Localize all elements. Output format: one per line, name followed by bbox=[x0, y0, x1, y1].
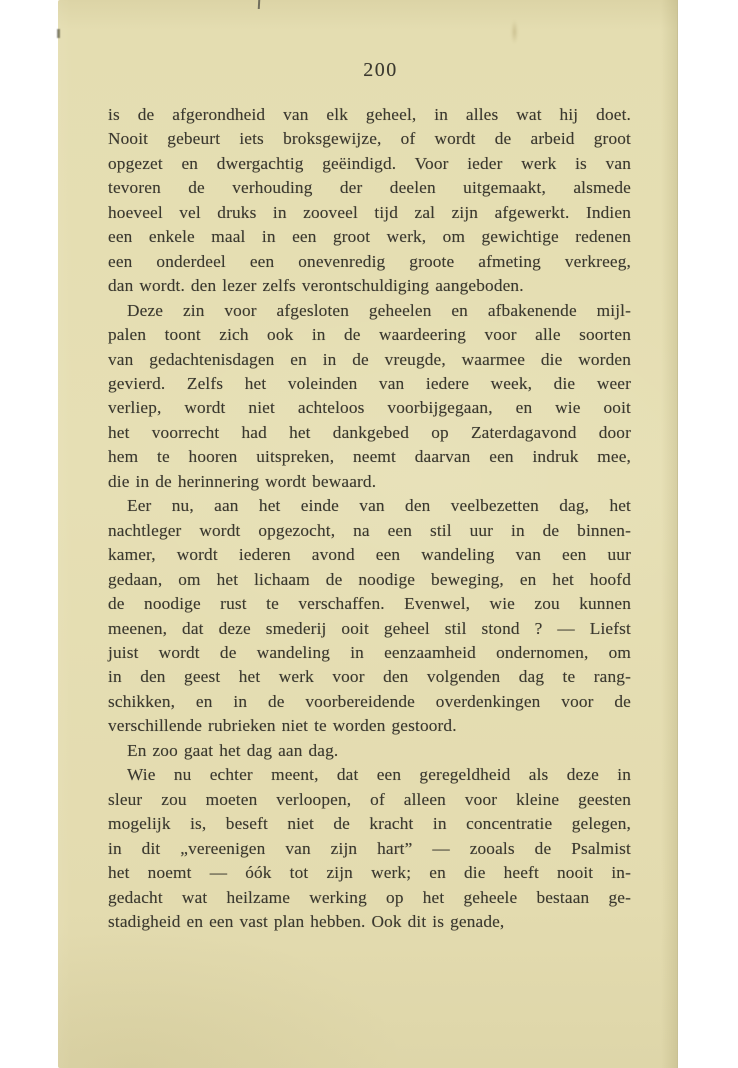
text-line: een enkele maal in een groot werk, om gewichtige redenen bbox=[108, 227, 631, 247]
body-text bbox=[108, 103, 631, 934]
text-line: het noemt — óók tot zijn werk; en die heeft nooit in- bbox=[108, 863, 631, 883]
text-line: verliep, wordt niet achteloos voorbijgegaan, en wie ooit bbox=[108, 398, 631, 418]
text-line: Wie nu echter meent, dat een geregeldheid als deze in bbox=[127, 765, 631, 785]
text-line: tevoren de verhouding der deelen uitgemaakt, alsmede bbox=[108, 178, 631, 198]
text-line: van gedachtenisdagen en in de vreugde, waarmee die worden bbox=[108, 349, 631, 369]
text-line: de noodige rust te verschaffen. Evenwel, wie zou kunnen bbox=[108, 594, 631, 614]
text-line: Eer nu, aan het einde van den veelbezetten dag, het bbox=[127, 496, 631, 516]
text-line: is de afgerondheid van elk geheel, in alles wat hij doet. bbox=[108, 105, 631, 124]
text-line: het voorrecht had het dankgebed op Zaterdagavond door bbox=[108, 422, 631, 442]
text-line: gedacht wat heilzame werking op het geheele bestaan ge- bbox=[108, 887, 631, 907]
scan-artifact-smudge bbox=[511, 20, 518, 44]
text-line: palen toont zich ook in de waardeering voor alle soorten bbox=[108, 325, 631, 345]
text-line: mogelijk is, beseft niet de kracht in concentratie gelegen, bbox=[108, 814, 631, 834]
text-line: kamer, wordt iederen avond een wandeling van een uur bbox=[108, 545, 631, 565]
text-line: die in de herinnering wordt bewaard. bbox=[108, 471, 377, 491]
text-line: gevierd. Zelfs het voleinden van iedere week, die weer bbox=[108, 373, 631, 393]
text-line: dan wordt. den lezer zelfs verontschuldiging aangeboden. bbox=[108, 276, 524, 296]
text-line: gedaan, om het lichaam de noodige beweging, en het hoofd bbox=[108, 569, 631, 589]
text-line: hoeveel vel druks in zooveel tijd zal zijn afgewerkt. Indien bbox=[108, 202, 631, 222]
text-line: schikken, en in de voorbereidende overdenkingen voor de bbox=[108, 691, 631, 711]
text-line: hem te hooren uitspreken, neemt daarvan een indruk mee, bbox=[108, 447, 631, 467]
text-line: Nooit gebeurt iets broksgewijze, of wordt de arbeid groot bbox=[108, 129, 631, 149]
text-line: in den geest het werk voor den volgenden dag te rang- bbox=[108, 667, 631, 687]
scan-artifact-edge-speck bbox=[57, 29, 60, 38]
book-page bbox=[58, 0, 678, 1068]
text-line: En zoo gaat het dag aan dag. bbox=[127, 740, 339, 760]
text-line: juist wordt de wandeling in eenzaamheid ondernomen, om bbox=[108, 642, 631, 662]
text-line: nachtleger wordt opgezocht, na een stil uur in de binnen- bbox=[108, 520, 631, 540]
text-line: stadigheid en een vast plan hebben. Ook dit is genade, bbox=[108, 911, 505, 931]
text-line: Deze zin voor afgesloten geheelen en afbakenende mijl- bbox=[127, 300, 631, 320]
text-line: opgezet en dwergachtig geëindigd. Voor ieder werk is van bbox=[108, 153, 631, 173]
text-line: sleur zou moeten verloopen, of alleen voor kleine geesten bbox=[108, 789, 631, 809]
text-line: een onderdeel een onevenredig groote afmeting verkreeg, bbox=[108, 251, 631, 271]
text-line: meenen, dat deze smederij ooit geheel stil stond ? — Liefst bbox=[108, 618, 631, 638]
text-line: in dit „vereenigen van zijn hart” — zooals de Psalmist bbox=[108, 838, 631, 858]
page-number: 200 bbox=[363, 59, 398, 81]
text-line: verschillende rubrieken niet te worden gestoord. bbox=[108, 716, 457, 736]
